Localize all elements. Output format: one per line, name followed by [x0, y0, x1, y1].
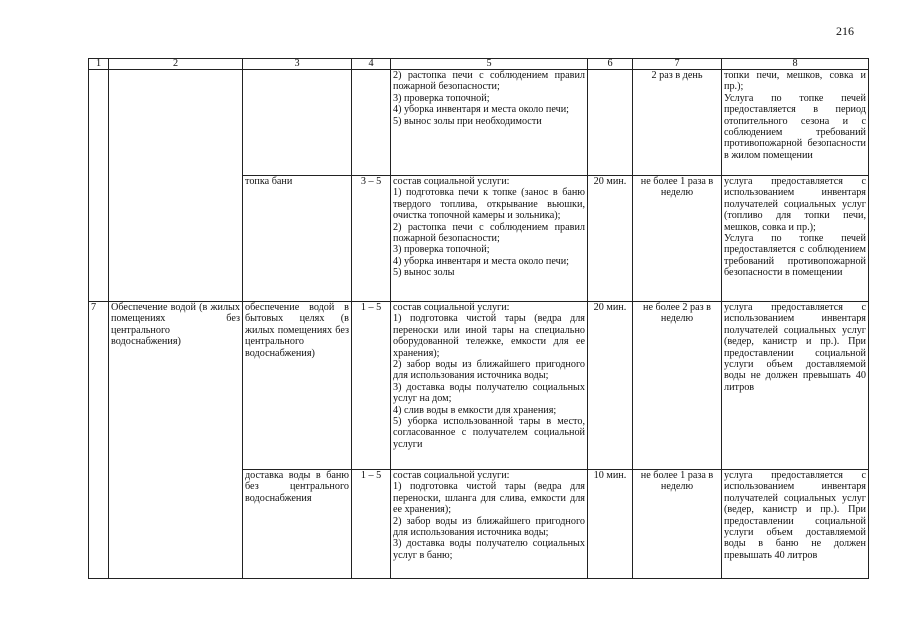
subservice-cell — [243, 70, 352, 176]
content-line: 1) подготовка чистой тары (ведра для переноски, шланга для слива, емкости для ее хранения); — [393, 481, 585, 516]
column-number: 5 — [391, 59, 588, 70]
content-line: 2) растопка печи с соблюдением правил пожарной безопасности; — [393, 221, 585, 245]
conditions-line: Услуга по топке печей предоставляется с соблюдением требований противопожарной безопасности в помещении — [724, 233, 866, 279]
conditions-cell — [722, 470, 869, 579]
conditions-line: услуга предоставляется с использованием инвентаря получателей социальных услуг (ведер, канистр и пр.). При предоставлении социальной услуги объем доставляемой воды не должен превышать 40 литров — [724, 302, 866, 393]
content-line: 3) проверка топочной; — [393, 244, 490, 256]
column-number: 3 — [243, 59, 352, 70]
column-number: 4 — [352, 59, 391, 70]
service-name-cell — [109, 70, 243, 302]
content-line: состав социальной услуги: — [393, 176, 510, 187]
content-line: 4) уборка инвентаря и места около печи; — [393, 104, 570, 116]
content-line: 3) доставка воды получателю социальных услуг в баню; — [393, 538, 585, 561]
content-line: 4) уборка инвентаря и места около печи; — [393, 255, 570, 267]
column-number: 6 — [588, 59, 633, 70]
content-line: состав социальной услуги: — [393, 302, 510, 313]
time-cell: 20 мин. — [588, 302, 633, 470]
subservice-cell: топка бани — [243, 176, 352, 302]
frequency-cell: не более 1 раза в неделю — [633, 176, 722, 302]
column-number: 8 — [722, 59, 869, 70]
table-row — [89, 302, 869, 470]
conditions-cell — [722, 70, 869, 176]
time-cell: 20 мин. — [588, 176, 633, 302]
time-cell: 10 мин. — [588, 470, 633, 579]
conditions-line: услуга предоставляется с использованием инвентаря получателей социальных услуг (ведер, канистр и пр.). При предоставлении социальной услуги объем доставляемой воды в баню не должен превышать 40 литров — [724, 470, 866, 561]
service-name-cell: Обеспечение водой (в жилых помещениях без центрального водоснабжения) — [109, 302, 243, 579]
content-line: 5) уборка использованной тары в место, согласованное с получателем социальной услуги — [393, 416, 585, 450]
content-line: 3) доставка воды получателю социальных услуг на дом; — [393, 381, 585, 405]
content-line: 1) подготовка чистой тары (ведра для переноски или иной тары на специально оборудованной тележке, емкости для ее хранения); — [393, 313, 585, 359]
rate-cell: 1 – 5 — [352, 470, 391, 579]
content-cell — [391, 70, 588, 176]
content-line: 2) забор воды из ближайшего пригодного для использования источника воды; — [393, 359, 585, 382]
conditions-cell — [722, 302, 869, 470]
column-number-row — [89, 59, 869, 70]
content-line: 5) вынос золы — [393, 267, 455, 279]
content-line: 2) растопка печи с соблюдением правил пожарной безопасности; — [393, 70, 585, 93]
conditions-line: топки печи, мешков, совка и пр.); — [724, 70, 866, 93]
time-cell — [588, 70, 633, 176]
content-line: 5) вынос золы при необходимости — [393, 115, 542, 127]
column-number: 1 — [89, 59, 109, 70]
column-number: 2 — [109, 59, 243, 70]
frequency-cell: не более 1 раза в неделю — [633, 470, 722, 579]
subservice-cell: обеспечение водой в бытовых целях (в жилых помещениях без центрального водоснабжения) — [243, 302, 352, 470]
conditions-line: Услуга по топке печей предоставляется в период отопительного сезона и с соблюдением требований противопожарной безопасности в жилом помещении — [724, 92, 866, 161]
rate-cell: 3 – 5 — [352, 176, 391, 302]
page-number: 216 — [836, 24, 854, 38]
content-line: 2) забор воды из ближайшего пригодного для использования источника воды; — [393, 515, 585, 539]
frequency-cell: не более 2 раз в неделю — [633, 302, 722, 470]
content-line: 3) проверка топочной; — [393, 92, 490, 104]
content-line: 4) слив воды в емкости для хранения; — [393, 404, 557, 416]
content-line: 1) подготовка печи к топке (занос в баню твердого топлива, открывание вьюшки, очистка топочной камеры и зольника); — [393, 187, 585, 222]
subservice-cell: доставка воды в баню без центрального водоснабжения — [243, 470, 352, 579]
rate-cell — [352, 70, 391, 176]
rate-cell: 1 – 5 — [352, 302, 391, 470]
table-row — [89, 70, 869, 176]
column-number: 7 — [633, 59, 722, 70]
content-cell — [391, 470, 588, 579]
conditions-cell — [722, 176, 869, 302]
frequency-cell: 2 раз в день — [633, 70, 722, 176]
services-table — [88, 58, 869, 579]
content-cell — [391, 176, 588, 302]
row-number-cell: 7 — [89, 302, 109, 579]
content-line: состав социальной услуги: — [393, 470, 510, 481]
row-number-cell — [89, 70, 109, 302]
content-cell — [391, 302, 588, 470]
conditions-line: услуга предоставляется с использованием инвентаря получателей социальных услуг (топливо для топки печи, мешков, совка и пр.); — [724, 176, 866, 233]
